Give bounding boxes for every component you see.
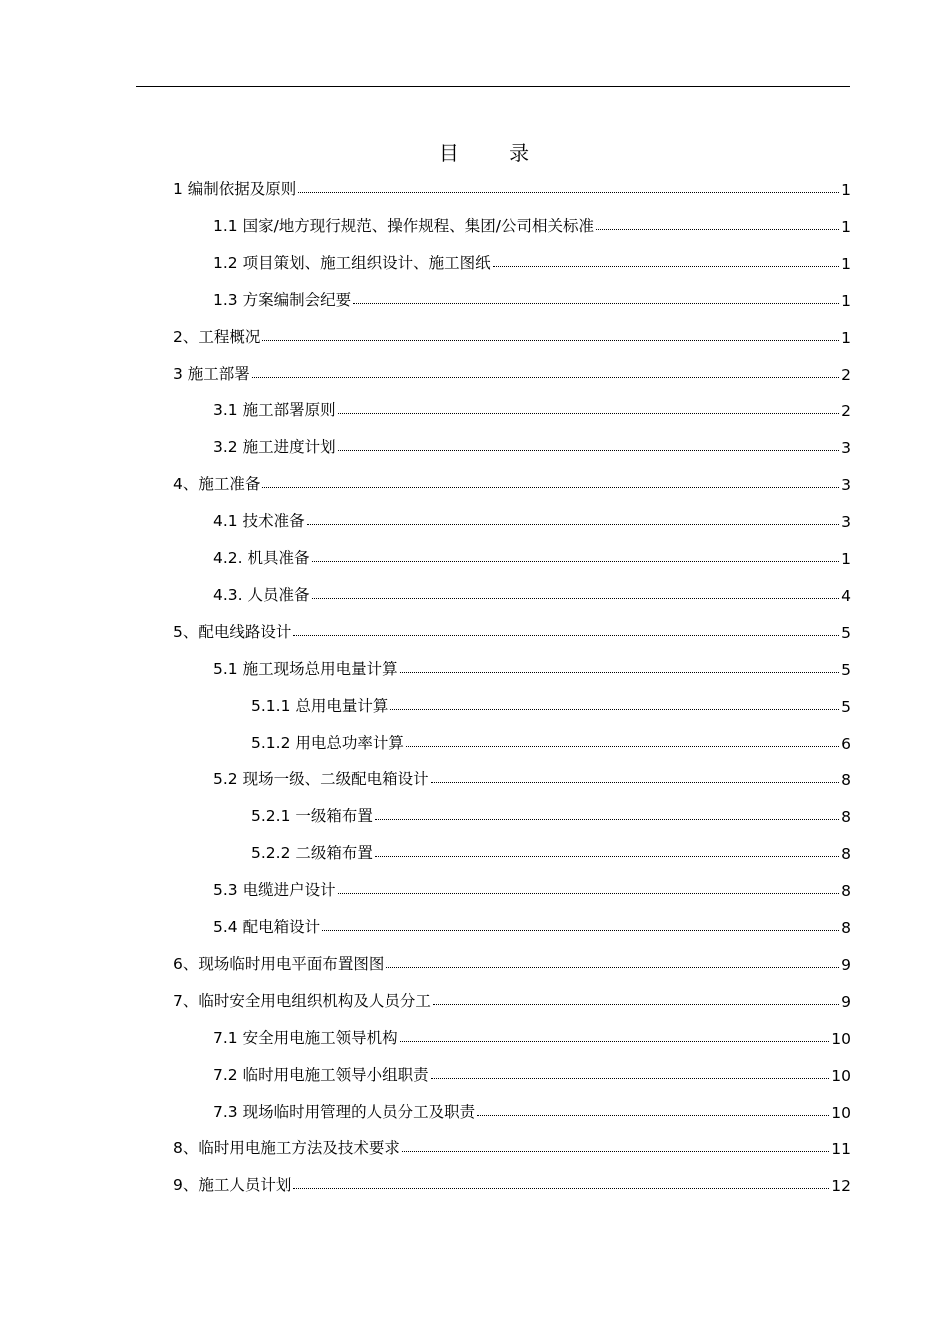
toc-entry-page-number: 3: [841, 439, 851, 458]
toc-entry-label: 9、施工人员计划: [173, 1176, 292, 1195]
toc-entry[interactable]: [173, 948, 851, 974]
toc-dot-leader: [386, 967, 839, 968]
toc-entry[interactable]: [173, 1169, 851, 1195]
toc-entry[interactable]: [213, 911, 851, 937]
toc-entry-page-number: 10: [831, 1103, 851, 1122]
toc-entry-page-number: 8: [841, 919, 851, 937]
toc-entry[interactable]: [213, 394, 851, 420]
toc-entry-page-number: 11: [831, 1140, 851, 1159]
toc-entry[interactable]: [173, 321, 851, 347]
toc-entry-label: 5.4 配电箱设计: [213, 918, 321, 936]
toc-entry[interactable]: [213, 653, 851, 679]
toc-entry-label: 5.2 现场一级、二级配电箱设计: [213, 770, 429, 789]
toc-entry-label: 3.2 施工进度计划: [213, 438, 336, 457]
toc-entry-page-number: 5: [841, 697, 851, 716]
toc-entry[interactable]: [251, 837, 851, 863]
toc-entry-label: 2、工程概况: [173, 327, 261, 346]
toc-entry-page-number: 9: [841, 992, 851, 1011]
toc-entry-page-number: 3: [841, 476, 851, 495]
toc-entry[interactable]: [213, 1059, 851, 1085]
toc-entry-page-number: 5: [841, 623, 851, 642]
toc-entry-label: 5.2.1 一级箱布置: [251, 807, 373, 826]
toc-entry-label: 4.3. 人员准备: [213, 585, 310, 604]
toc-dot-leader: [298, 192, 839, 193]
toc-entry-page-number: 2: [841, 402, 851, 421]
toc-entry-page-number: 8: [841, 845, 851, 864]
toc-title: 目 录: [438, 141, 552, 165]
toc-entry-label: 4.1 技术准备: [213, 512, 305, 531]
toc-dot-leader: [493, 266, 840, 267]
toc-entry-label: 4.2. 机具准备: [213, 549, 310, 567]
toc-entry-label: 1.2 项目策划、施工组织设计、施工图纸: [213, 253, 491, 272]
toc-entry[interactable]: [173, 616, 851, 642]
toc-entry-label: 5.2.2 二级箱布置: [251, 844, 373, 863]
toc-entry[interactable]: [213, 505, 851, 531]
header-rule: [136, 86, 850, 87]
toc-entry-label: 6、现场临时用电平面布置图图: [173, 954, 385, 973]
toc-dot-leader: [406, 746, 839, 747]
toc-entry-label: 5.3 电缆进户设计: [213, 881, 336, 900]
toc-entry[interactable]: [251, 800, 851, 826]
toc-entry-label: 1.3 方案编制会纪要: [213, 290, 352, 309]
toc-dot-leader: [312, 598, 840, 599]
toc-entry-label: 4、施工准备: [173, 475, 261, 494]
toc-entry-page-number: 1: [841, 181, 851, 199]
toc-entry-page-number: 5: [841, 660, 851, 679]
toc-entry-page-number: 10: [831, 1029, 851, 1048]
toc-entry-label: 1.1 国家/地方现行规范、操作规程、集团/公司相关标准: [213, 216, 595, 235]
toc-entry[interactable]: [251, 690, 851, 716]
toc-entry-label: 5.1 施工现场总用电量计算: [213, 659, 398, 678]
toc-dot-leader: [375, 819, 839, 820]
toc-entry-label: 7.3 现场临时用管理的人员分工及职责: [213, 1102, 476, 1121]
toc-entry[interactable]: [213, 763, 851, 789]
toc-entry-page-number: 1: [841, 254, 851, 273]
toc-entry-label: 5.1.2 用电总功率计算: [251, 733, 404, 752]
toc-dot-leader: [338, 450, 840, 451]
toc-entry[interactable]: [213, 874, 851, 900]
toc-dot-leader: [307, 524, 840, 525]
toc-entry[interactable]: [213, 542, 851, 568]
toc-dot-leader: [338, 893, 840, 894]
toc-entry[interactable]: [213, 431, 851, 457]
toc-entry-label: 7、临时安全用电组织机构及人员分工: [173, 991, 431, 1010]
toc-entry-label: 5.1.1 总用电量计算: [251, 696, 389, 715]
toc-entry[interactable]: [173, 1132, 851, 1158]
toc-entry-label: 1 编制依据及原则: [173, 180, 297, 198]
toc-entry-page-number: 1: [841, 550, 851, 568]
toc-entry-label: 5、配电线路设计: [173, 622, 292, 641]
toc-entry-page-number: 3: [841, 513, 851, 532]
toc-entry[interactable]: [213, 210, 851, 236]
toc-dot-leader: [477, 1115, 829, 1116]
toc-dot-leader: [353, 303, 839, 304]
toc-entry[interactable]: [173, 985, 851, 1011]
toc-dot-leader: [400, 672, 840, 673]
toc-dot-leader: [400, 1041, 830, 1042]
toc-entry[interactable]: [213, 247, 851, 273]
toc-dot-leader: [293, 635, 839, 636]
toc-dot-leader: [431, 1078, 830, 1079]
toc-entry-page-number: 12: [831, 1177, 851, 1196]
toc-entry[interactable]: [213, 579, 851, 605]
toc-entry-page-number: 2: [841, 365, 851, 384]
toc-entry-label: 3.1 施工部署原则: [213, 401, 336, 420]
toc-entry-page-number: 8: [841, 771, 851, 790]
toc-entry[interactable]: [213, 1022, 851, 1048]
toc-dot-leader: [402, 1151, 829, 1152]
toc-dot-leader: [252, 377, 839, 378]
toc-entry[interactable]: [251, 727, 851, 753]
toc-dot-leader: [433, 1004, 839, 1005]
toc-entry[interactable]: [173, 468, 851, 494]
toc-dot-leader: [375, 856, 839, 857]
toc-entry-page-number: 1: [841, 217, 851, 236]
toc-dot-leader: [262, 340, 839, 341]
toc-dot-leader: [390, 709, 839, 710]
toc-dot-leader: [293, 1188, 829, 1189]
toc-dot-leader: [431, 782, 840, 783]
toc-dot-leader: [262, 487, 839, 488]
toc-dot-leader: [322, 930, 839, 931]
toc-dot-leader: [338, 413, 840, 414]
toc-entry-label: 7.2 临时用电施工领导小组职责: [213, 1065, 429, 1084]
toc-entry-page-number: 1: [841, 328, 851, 347]
toc-entry[interactable]: [173, 358, 851, 384]
toc-entry-page-number: 6: [841, 734, 851, 753]
toc-entry-page-number: 8: [841, 808, 851, 827]
toc-entry-page-number: 10: [831, 1066, 851, 1085]
toc-entry-page-number: 1: [841, 291, 851, 310]
toc-entry-page-number: 4: [841, 586, 851, 605]
toc-entry[interactable]: [173, 173, 851, 199]
toc-entry[interactable]: [213, 284, 851, 310]
toc-entry-label: 8、临时用电施工方法及技术要求: [173, 1139, 400, 1158]
toc-entry-label: 3 施工部署: [173, 364, 250, 383]
toc-entry-page-number: 8: [841, 882, 851, 901]
toc-dot-leader: [596, 229, 839, 230]
toc-dot-leader: [312, 561, 840, 562]
toc-entry-label: 7.1 安全用电施工领导机构: [213, 1028, 398, 1047]
toc-entry-page-number: 9: [841, 955, 851, 974]
toc-entry[interactable]: [213, 1096, 851, 1122]
